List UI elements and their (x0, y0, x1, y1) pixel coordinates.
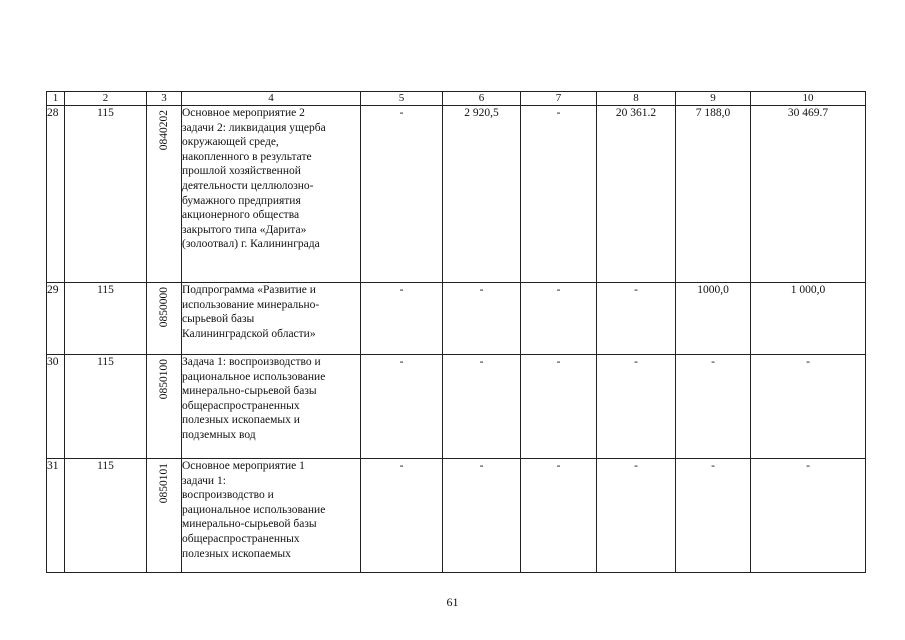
row-number: 28 (47, 106, 65, 283)
value-col-7: - (521, 283, 597, 355)
value-col-6: - (443, 283, 521, 355)
value-col-7: - (521, 106, 597, 283)
description-line: накопленного в результате (182, 150, 312, 163)
table-row (47, 283, 866, 355)
header-col-5: 5 (361, 92, 443, 106)
value-col-8: - (597, 355, 676, 459)
header-col-6: 6 (443, 92, 521, 106)
description-line: Подпрограмма «Развитие и (182, 284, 316, 296)
value-col-6: - (443, 459, 521, 573)
program-code-cell (147, 355, 182, 459)
value-col-6: 2 920,5 (443, 106, 521, 283)
description-line: сырьевой базы (182, 313, 255, 326)
value-col-10: - (751, 355, 866, 459)
program-code-cell (147, 106, 182, 283)
description-line: задачи 2: ликвидация ущерба (182, 121, 326, 134)
header-col-2: 2 (65, 92, 147, 106)
description-line: бумажного предприятия (182, 194, 301, 207)
description-line: общераспространенных (182, 399, 300, 412)
header-col-8: 8 (597, 92, 676, 106)
value-col-6: - (443, 355, 521, 459)
description-line: (золоотвал) г. Калининграда (182, 238, 320, 251)
description-line: Основное мероприятие 2 (182, 107, 305, 119)
description-line: задачи 1: (182, 474, 226, 487)
description-line: акционерного общества (182, 209, 300, 222)
value-col-7: - (521, 459, 597, 573)
value-col-10: - (751, 459, 866, 573)
page-number: 61 (446, 595, 459, 609)
description-line: рациональное использование (182, 503, 326, 516)
value-col-9: - (676, 459, 751, 573)
table-header-row (47, 92, 866, 106)
description-line: полезных ископаемых (182, 547, 291, 560)
value-col-5: - (361, 106, 443, 283)
description-line: окружающей среде, (182, 136, 279, 149)
description-line: закрытого типа «Дарита» (182, 223, 307, 236)
value-col-8: - (597, 283, 676, 355)
description-line: использование минерально- (182, 298, 320, 311)
description-cell (182, 355, 361, 459)
budget-table (46, 91, 866, 573)
header-col-7: 7 (521, 92, 597, 106)
row-number: 30 (47, 355, 65, 459)
header-col-1: 1 (47, 92, 65, 106)
program-code-cell (147, 283, 182, 355)
value-col-10: 30 469.7 (751, 106, 866, 283)
program-code: 0850000 (158, 287, 170, 328)
description-line: минерально-сырьевой базы (182, 385, 317, 398)
description-line: деятельности целлюлозно- (182, 179, 314, 192)
header-col-9: 9 (676, 92, 751, 106)
header-col-3: 3 (147, 92, 182, 106)
description-line: воспроизводство и (182, 489, 274, 502)
header-col-4: 4 (182, 92, 361, 106)
description-line: Калининградской области» (182, 327, 316, 340)
ministry-code: 115 (65, 283, 147, 355)
description-line: прошлой хозяйственной (182, 165, 301, 178)
description-line: Задача 1: воспроизводство и (182, 356, 321, 368)
ministry-code: 115 (65, 459, 147, 573)
description-cell (182, 459, 361, 573)
program-code: 0850100 (158, 359, 170, 400)
description-line: рациональное использование (182, 370, 326, 383)
value-col-10: 1 000,0 (751, 283, 866, 355)
description-line: подземных вод (182, 428, 256, 441)
header-col-10: 10 (751, 92, 866, 106)
value-col-9: 1000,0 (676, 283, 751, 355)
program-code: 0840202 (158, 110, 170, 151)
table-row (47, 459, 866, 573)
value-col-5: - (361, 355, 443, 459)
table-row (47, 355, 866, 459)
description-line: общераспространенных (182, 532, 300, 545)
description-line: минерально-сырьевой базы (182, 518, 317, 531)
value-col-7: - (521, 355, 597, 459)
row-number: 29 (47, 283, 65, 355)
description-line: Основное мероприятие 1 (182, 460, 305, 472)
row-number: 31 (47, 459, 65, 573)
ministry-code: 115 (65, 355, 147, 459)
ministry-code: 115 (65, 106, 147, 283)
program-code: 0850101 (158, 463, 170, 504)
description-line: полезных ископаемых и (182, 414, 300, 427)
description-cell (182, 283, 361, 355)
value-col-8: - (597, 459, 676, 573)
value-col-8: 20 361.2 (597, 106, 676, 283)
program-code-cell (147, 459, 182, 573)
value-col-9: - (676, 355, 751, 459)
value-col-5: - (361, 283, 443, 355)
description-cell (182, 106, 361, 283)
value-col-9: 7 188,0 (676, 106, 751, 283)
table-row (47, 106, 866, 283)
value-col-5: - (361, 459, 443, 573)
